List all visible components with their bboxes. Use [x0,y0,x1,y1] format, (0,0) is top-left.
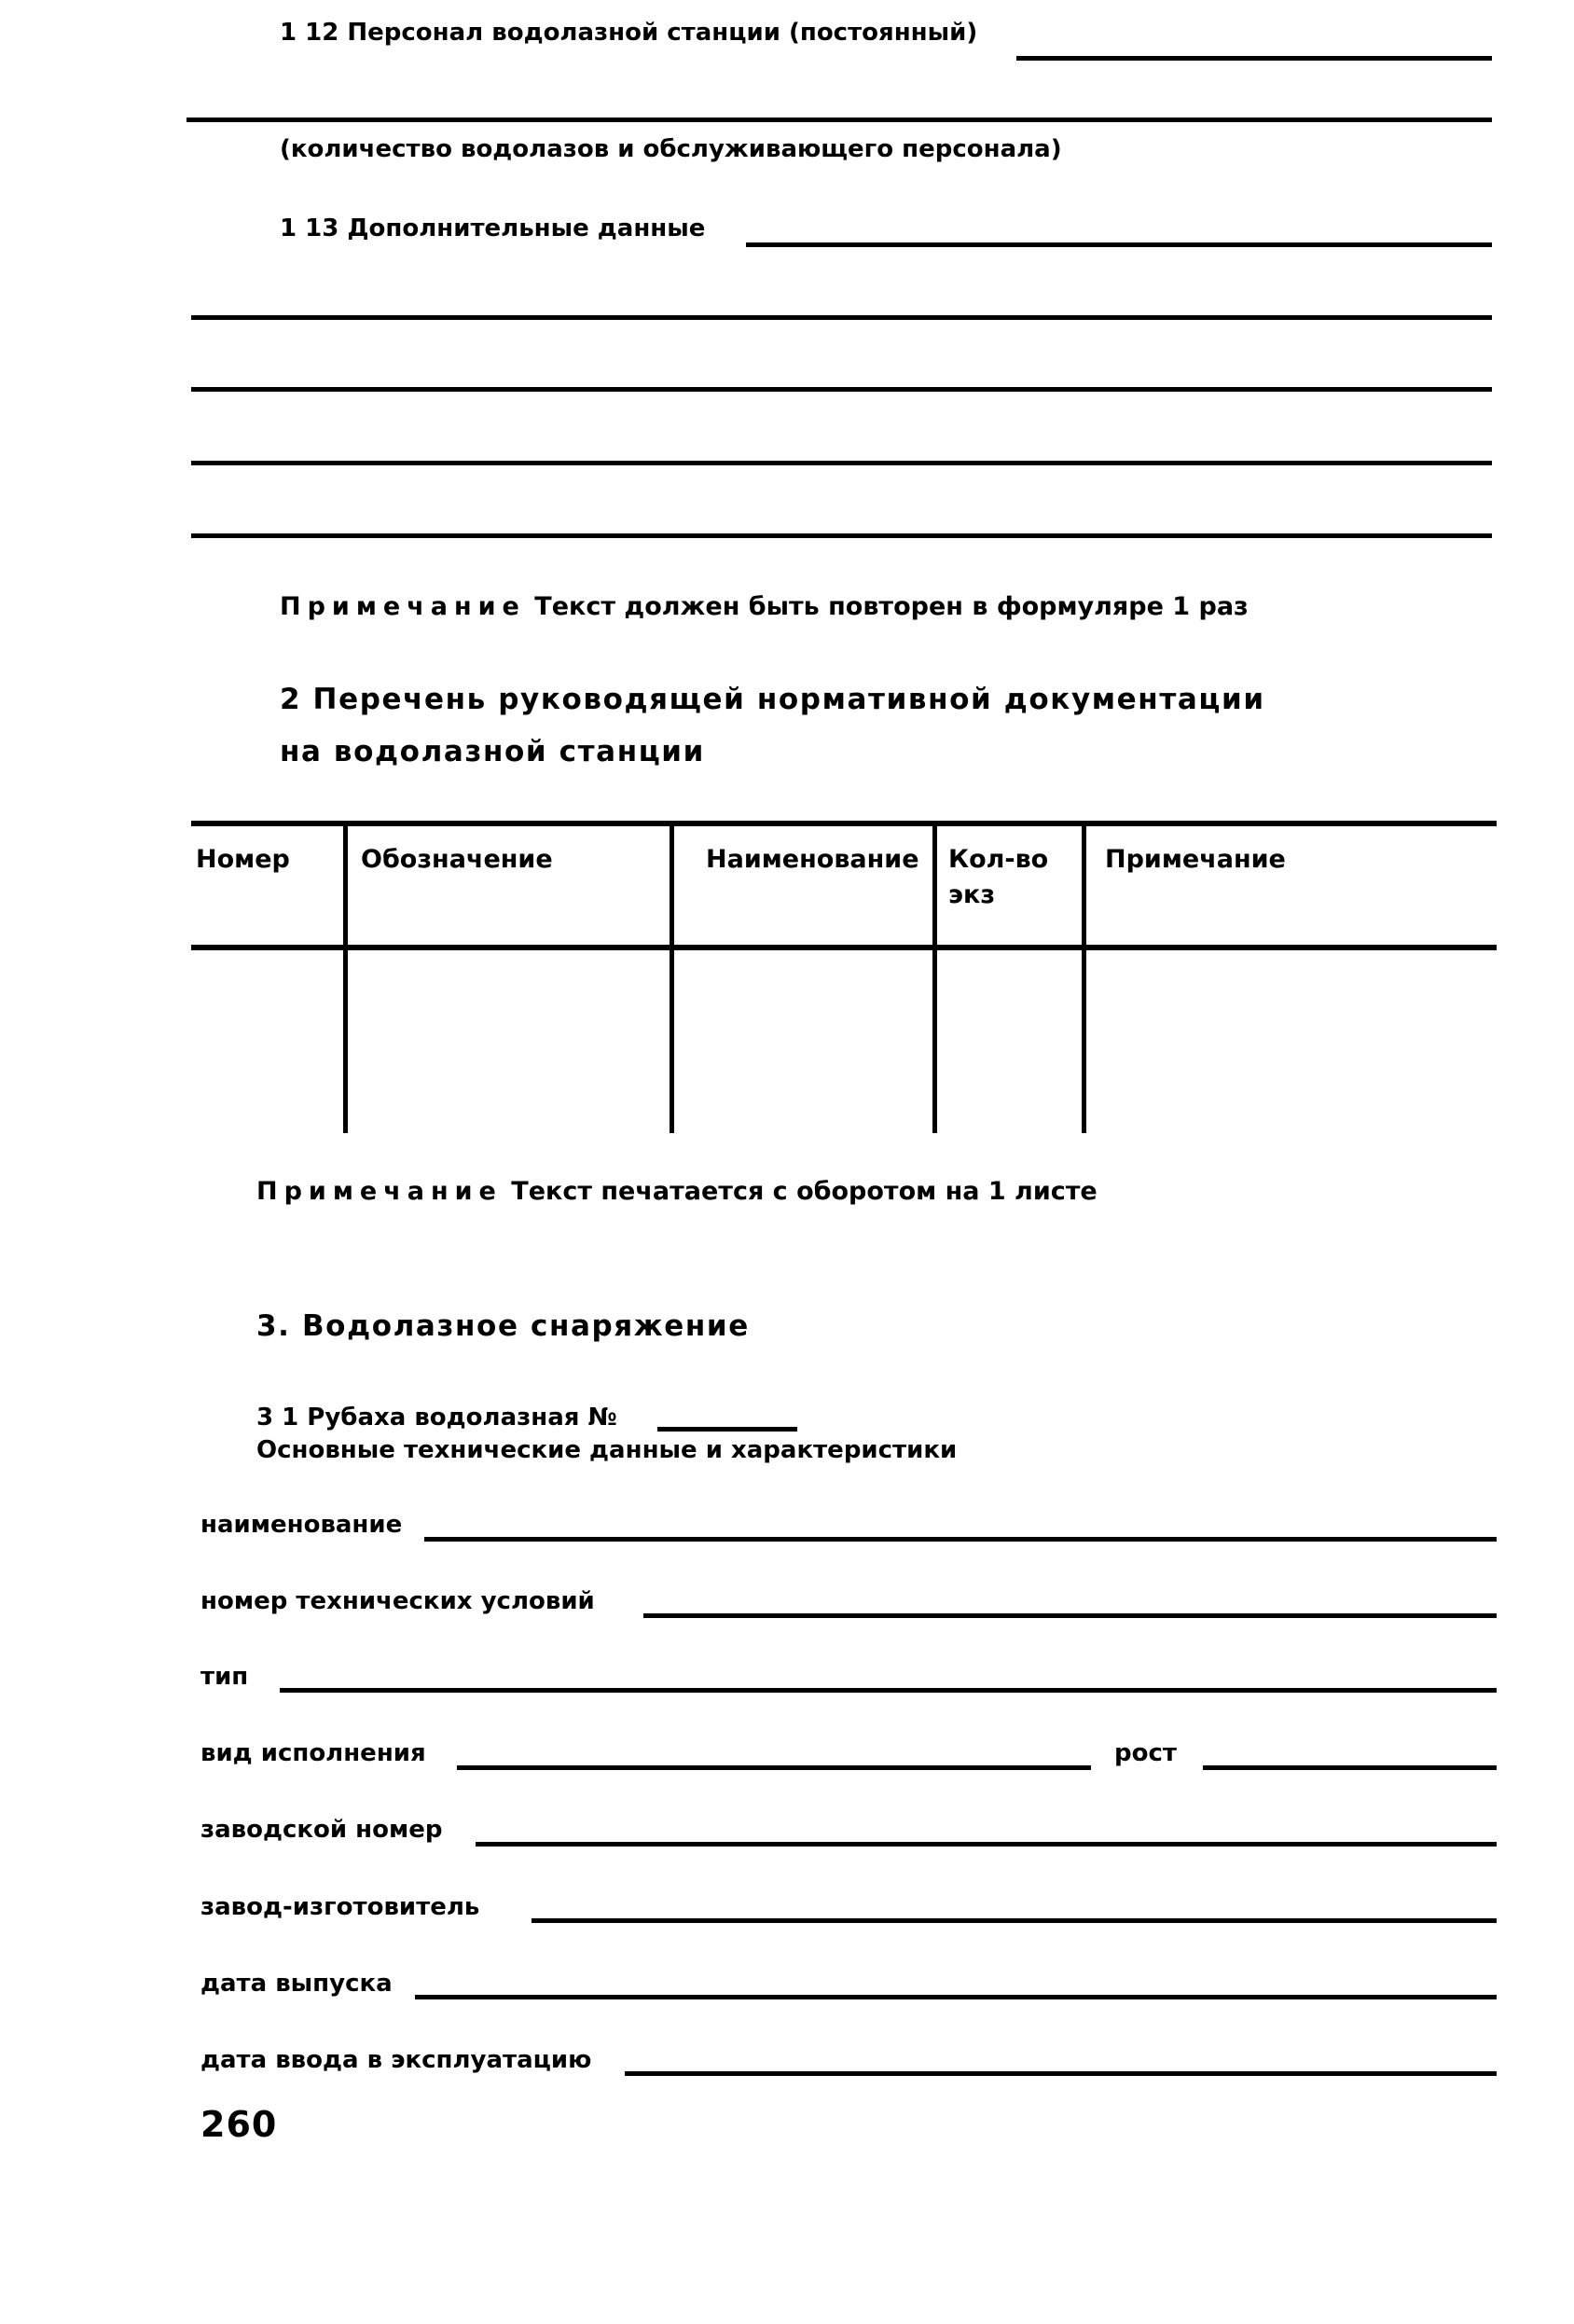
note-1 [280,592,1249,621]
item-1-13-label: 1 13 Дополнительные данные [280,214,706,242]
page-number: 260 [200,2104,278,2145]
field-height-label: рост [1114,1739,1177,1767]
col-header-note: Примечание [1105,845,1286,874]
field-serial-line[interactable] [476,1842,1497,1847]
note-2-key: Примечание [256,1177,503,1206]
field-version-label: вид исполнения [200,1739,426,1767]
field-commission-date-label: дата ввода в эксплуатацию [200,2046,592,2074]
note-1-key: Примечание [280,592,526,621]
field-version-line[interactable] [457,1765,1091,1770]
field-tu-number-line[interactable] [643,1613,1497,1618]
section-3-subtitle: Основные технические данные и характеристики [256,1436,958,1464]
docs-table [191,821,1497,1133]
note-2-text: Текст печатается с оборотом на 1 листе [511,1177,1098,1206]
extra-line-3[interactable] [191,461,1492,465]
field-serial-label: заводской номер [200,1816,443,1844]
item-3-1-label: 3 1 Рубаха водолазная № [256,1404,617,1432]
col-header-name: Наименование [706,845,919,874]
field-commission-date-line[interactable] [625,2071,1497,2076]
table-col-divider [670,821,674,1133]
col-header-designation: Обозначение [361,845,553,874]
table-col-divider [932,821,937,1133]
section-3-title: 3. Водолазное снаряжение [256,1309,750,1343]
field-release-date-line[interactable] [415,1995,1497,1999]
item-1-13-line[interactable] [746,242,1492,247]
section-2-title-line-1: 2 Перечень руководящей нормативной документации [280,683,1265,716]
col-header-qty: Кол-во [948,845,1049,874]
field-release-date-label: дата выпуска [200,1970,393,1998]
field-manufacturer-label: завод-изготовитель [200,1893,480,1921]
item-3-1-number-line[interactable] [657,1427,797,1432]
field-type-label: тип [200,1663,249,1691]
field-height-line[interactable] [1203,1765,1497,1770]
field-manufacturer-line[interactable] [532,1918,1497,1923]
table-col-divider [343,821,348,1133]
field-name-label: наименование [200,1511,403,1539]
extra-line-1[interactable] [191,315,1492,320]
note-2 [256,1177,1098,1206]
item-1-12-label: 1 12 Персонал водолазной станции (постоянный) [280,19,978,47]
item-1-12-line[interactable] [1016,56,1492,61]
field-name-line[interactable] [424,1537,1497,1542]
item-1-12-hint: (количество водолазов и обслуживающего персонала) [280,135,1062,163]
table-top-border [191,821,1497,826]
field-tu-number-label: номер технических условий [200,1587,595,1615]
col-header-qty-unit: экз [948,880,996,909]
item-1-12-line-full[interactable] [186,118,1492,122]
extra-line-2[interactable] [191,387,1492,392]
col-header-number: Номер [196,845,290,874]
table-header-border [191,945,1497,950]
table-col-divider [1082,821,1086,1133]
field-type-line[interactable] [280,1688,1497,1693]
extra-line-4[interactable] [191,533,1492,538]
note-1-text: Текст должен быть повторен в формуляре 1 раз [534,592,1249,621]
section-2-title-line-2: на водолазной станции [280,735,705,768]
